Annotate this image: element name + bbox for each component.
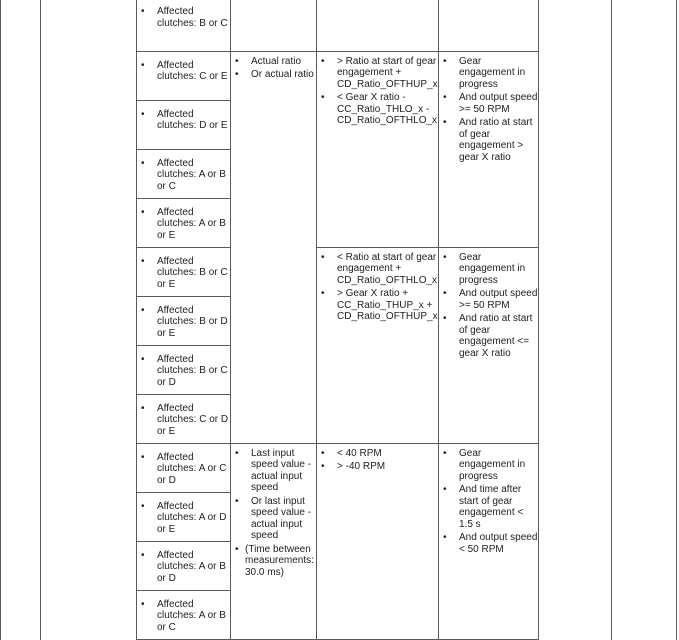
condition-item: • And output speed >= 50 RPM <box>439 92 538 115</box>
condition-item: • Gear engagement in progress <box>439 252 538 287</box>
threshold-cell-empty <box>317 0 439 51</box>
conditions-cell <box>439 247 539 443</box>
malfunction-criteria-table <box>136 0 539 640</box>
condition-item: • And ratio at start of gear engagement <= gear X ratio <box>439 313 538 359</box>
clutch-cell <box>137 492 231 541</box>
clutch-item: • Affected clutches: A or D or E <box>137 501 230 536</box>
threshold-cell <box>317 51 439 247</box>
conditions-cell <box>439 51 539 247</box>
page-border-left <box>0 0 1 640</box>
threshold-item: • < 40 RPM <box>317 448 438 460</box>
clutch-cell <box>137 590 231 639</box>
clutch-cell <box>137 51 231 100</box>
signal-cell <box>231 443 317 639</box>
outer-column-line-left <box>40 0 41 640</box>
page-border-right <box>676 0 677 640</box>
clutch-item: • Affected clutches: B or C or D <box>137 354 230 389</box>
condition-item: • And output speed < 50 RPM <box>439 532 538 555</box>
signal-item: • Last input speed value - actual input speed <box>231 448 316 494</box>
signal-cell-empty <box>231 0 317 51</box>
clutch-item: • Affected clutches: B or C or E <box>137 256 230 291</box>
clutch-item: • Affected clutches: C or D or E <box>137 403 230 438</box>
clutch-cell <box>137 345 231 394</box>
clutch-item: • Affected clutches: C or E <box>137 60 230 83</box>
clutch-item: • Affected clutches: A or B or E <box>137 207 230 242</box>
clutch-cell <box>137 296 231 345</box>
clutch-item: • Affected clutches: A or C or D <box>137 452 230 487</box>
clutch-cell <box>137 541 231 590</box>
condition-item: • And time after start of gear engagement < 1.5 s <box>439 484 538 530</box>
threshold-item: • > Ratio at start of gear engagement + CD_Ratio_OFTHUP_x <box>317 56 438 91</box>
clutch-cell <box>137 443 231 492</box>
signal-note: • (Time between measurements: 30.0 ms) <box>231 544 316 579</box>
threshold-item: • < Ratio at start of gear engagement + CD_Ratio_OFTHLO_x <box>317 252 438 287</box>
threshold-item: • > Gear X ratio + CC_Ratio_THUP_x + CD_Ratio_OFTHUP_x <box>317 288 438 323</box>
clutch-item: • Affected clutches: A or B or D <box>137 550 230 585</box>
condition-item: • Gear engagement in progress <box>439 56 538 91</box>
clutch-cell <box>137 0 231 51</box>
signal-cell <box>231 51 317 443</box>
conditions-cell-empty <box>439 0 539 51</box>
threshold-cell <box>317 247 439 443</box>
threshold-item: • < Gear X ratio - CC_Ratio_THLO_x - CD_Ratio_OFTHLO_x <box>317 92 438 127</box>
condition-item: • And output speed >= 50 RPM <box>439 288 538 311</box>
clutch-cell <box>137 198 231 247</box>
threshold-item: • > -40 RPM <box>317 461 438 473</box>
clutch-item: • Affected clutches: A or B or C <box>137 599 230 634</box>
table-row <box>137 51 539 100</box>
conditions-cell <box>439 443 539 639</box>
condition-item: • And ratio at start of gear engagement > gear X ratio <box>439 117 538 163</box>
clutch-item: • Affected clutches: D or E <box>137 109 230 132</box>
clutch-item: • Affected clutches: B or C <box>137 6 230 29</box>
outer-column-line-right <box>611 0 612 640</box>
clutch-cell <box>137 394 231 443</box>
clutch-item: • Affected clutches: B or D or E <box>137 305 230 340</box>
clutch-cell <box>137 149 231 198</box>
table-row <box>137 247 539 296</box>
threshold-cell <box>317 443 439 639</box>
table-row <box>137 443 539 492</box>
clutch-cell <box>137 100 231 149</box>
signal-item: • Actual ratio <box>231 56 316 68</box>
signal-item: • Or last input speed value - actual input speed <box>231 496 316 542</box>
clutch-item: • Affected clutches: A or B or C <box>137 158 230 193</box>
signal-item: • Or actual ratio <box>231 69 316 81</box>
table-row <box>137 0 539 51</box>
condition-item: • Gear engagement in progress <box>439 448 538 483</box>
clutch-cell <box>137 247 231 296</box>
